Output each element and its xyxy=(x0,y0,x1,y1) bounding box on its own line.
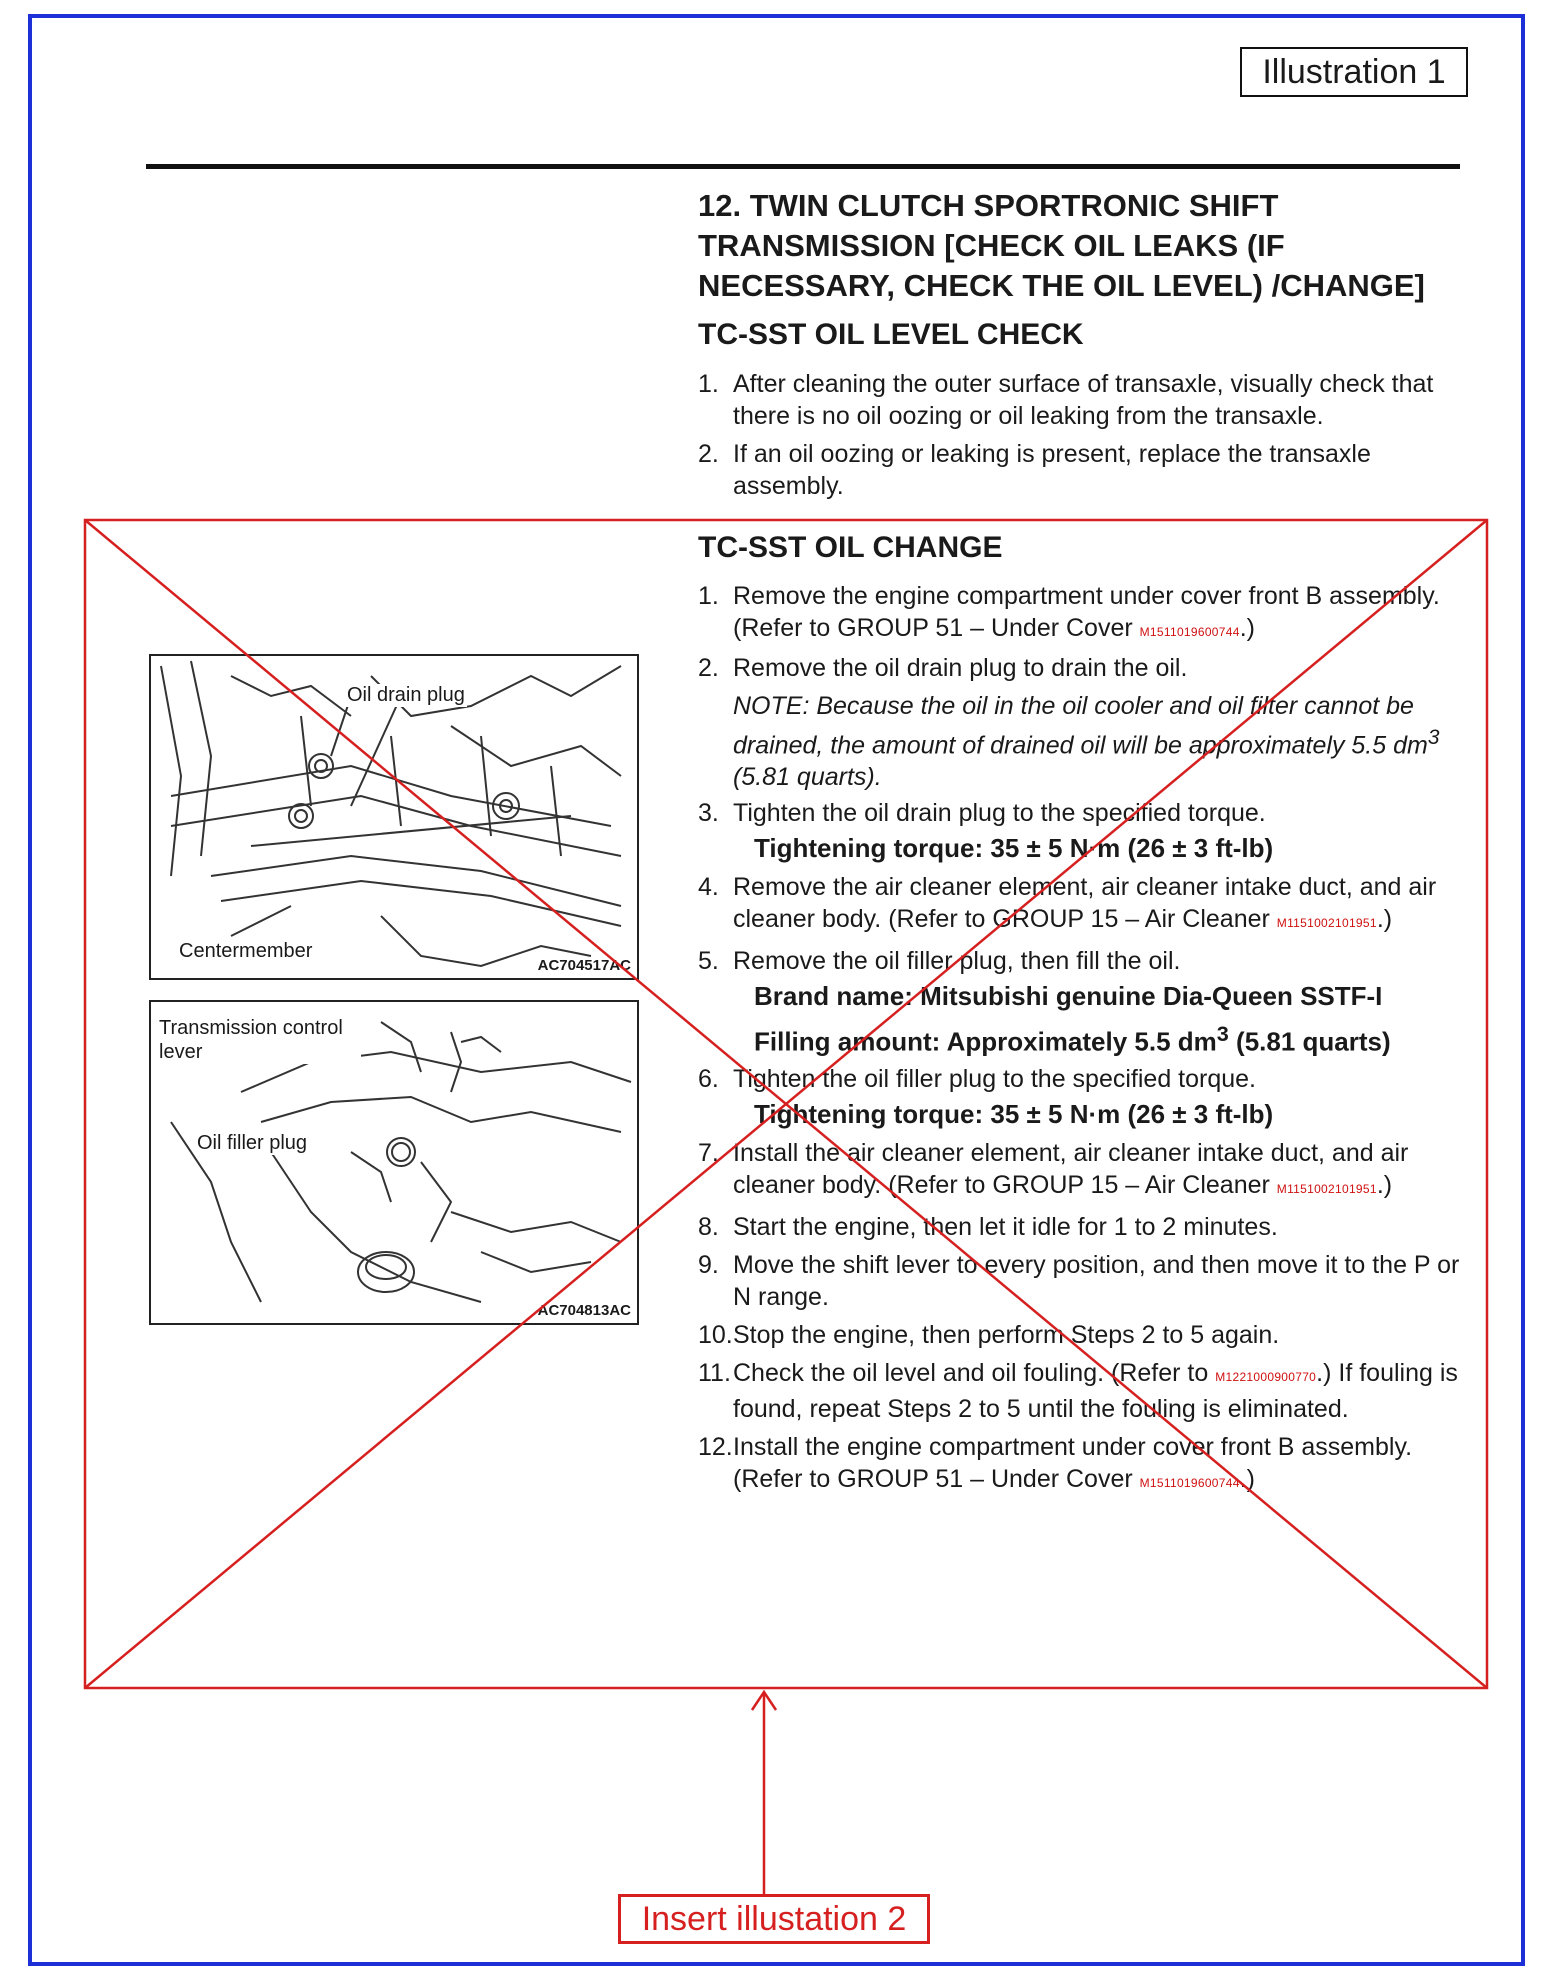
reference-link[interactable]: M1511019600744 xyxy=(1139,1475,1240,1490)
list-item: 11. Check the oil level and oil fouling. (Refer to M1221000900770.) If fouling is found, repeat Steps 2 to 5 until the fouling is eliminated. xyxy=(698,1358,1458,1423)
insert-illustration-label: Insert illustation 2 xyxy=(618,1894,930,1944)
list-item: 4. Remove the air cleaner element, air cleaner intake duct, and air cleaner body. (Refer to GROUP 15 – Air Cleaner M1151002101951.) xyxy=(698,873,1437,934)
list-item: 2. If an oil oozing or leaking is present, replace the transaxle assembly. xyxy=(698,440,1371,500)
list-item: 8. Start the engine, then let it idle for 1 to 2 minutes. xyxy=(698,1212,1278,1241)
oil-filler-plug-label: Oil filler plug xyxy=(197,1132,308,1154)
page-title: 12. TWIN CLUTCH SPORTRONIC SHIFT TRANSMISSION [CHECK OIL LEAKS (IF NECESSARY, CHECK THE OIL LEVEL) /CHANGE] xyxy=(698,188,1425,303)
oil-change-heading: TC-SST OIL CHANGE xyxy=(698,531,1003,564)
reference-link[interactable]: M1151002101951 xyxy=(1276,916,1377,931)
transmission-lever-label: Transmission control lever xyxy=(157,1016,361,1064)
reference-link[interactable]: M1511019600744 xyxy=(1139,625,1240,639)
reference-link[interactable]: M1221000900770 xyxy=(1215,1369,1317,1384)
reference-link[interactable]: M1151002101951 xyxy=(1276,1181,1377,1196)
note-text: NOTE: Because the oil in the oil cooler and oil filter cannot be drained, the amount of drained oil will be approximately 5.5 $dm^3$ (5.81 quarts). xyxy=(733,692,1440,792)
centermember-label: Centermember xyxy=(179,940,313,962)
list-item: 3. Tighten the oil drain plug to the specified torque. xyxy=(698,799,1266,828)
list-item: 9. Move the shift lever to every position, and then move it to the P or N range. xyxy=(698,1250,1460,1311)
list-item: 6. Tighten the oil filler plug to the specified torque. xyxy=(698,1064,1256,1093)
brand-spec: Brand name: Mitsubishi genuine Dia-Queen SSTF-I xyxy=(754,981,1383,1012)
torque-spec: Tightening torque: 35 ± 5 N·m (26 ± 3 ft-lb) xyxy=(754,833,1274,864)
level-check-heading: TC-SST OIL LEVEL CHECK xyxy=(698,318,1084,351)
illustration-label: Illustration 1 xyxy=(1240,47,1468,97)
list-item: 1. Remove the engine compartment under cover front B assembly. (Refer to GROUP 51 – Under Cover M1511019600744.) xyxy=(698,582,1440,642)
list-item: 1. After cleaning the outer surface of transaxle, visually check that there is no oil oozing or oil leaking from the transaxle. xyxy=(698,370,1434,430)
list-item: 2. Remove the oil drain plug to drain the oil. xyxy=(698,654,1188,682)
oil-drain-plug-label: Oil drain plug xyxy=(347,684,465,706)
figure-code: AC704517AC xyxy=(537,957,631,974)
filling-spec: Filling amount: Approximately 5.5 $dm^3$ (5.81 quarts) xyxy=(754,1021,1391,1057)
figure-code: AC704813AC xyxy=(537,1302,631,1319)
torque-spec: Tightening torque: 35 ± 5 N·m (26 ± 3 ft-lb) xyxy=(754,1098,1274,1129)
list-item: 5. Remove the oil filler plug, then fill the oil. xyxy=(698,947,1181,976)
list-item: 12. Install the engine compartment under cover front B assembly. (Refer to GROUP 51 – Under Cover M1511019600744.) xyxy=(698,1432,1413,1493)
list-item: 10. Stop the engine, then perform Steps 2 to 5 again. xyxy=(698,1320,1280,1349)
list-item: 7. Install the air cleaner element, air cleaner intake duct, and air cleaner body. (Refer to GROUP 15 – Air Cleaner M1151002101951.) xyxy=(698,1138,1409,1199)
